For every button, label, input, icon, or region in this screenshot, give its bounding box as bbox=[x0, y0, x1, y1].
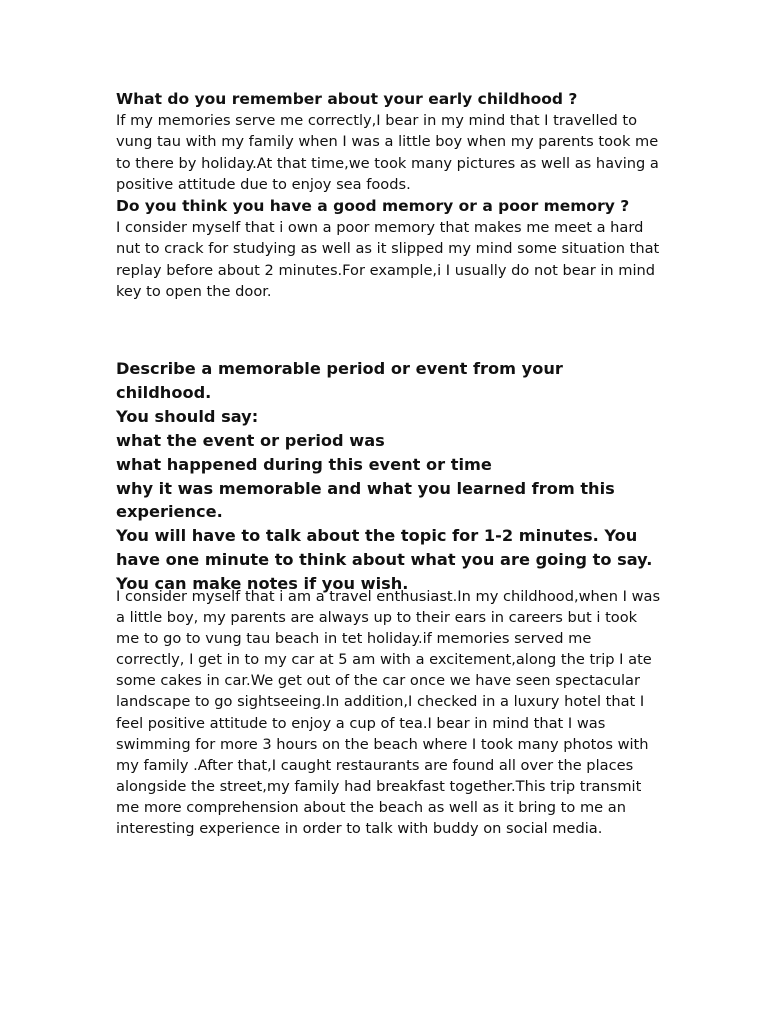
prompt-line: why it was memorable and what you learned from this experience. bbox=[116, 478, 615, 522]
cue-card-prompt bbox=[116, 357, 661, 596]
prompt-line: what happened during this event or time bbox=[116, 454, 492, 474]
answer-paragraph: I consider myself that i own a poor memory that makes me meet a hard nut to crack for studying as well as it slipped my mind some situation that replay before about 2 minutes.For example,i I usually do not bear in mind key to open the door. bbox=[116, 219, 660, 300]
question-section-childhood bbox=[116, 89, 661, 195]
prompt-line: You should say: bbox=[116, 406, 259, 426]
question-section-memory bbox=[116, 196, 661, 302]
long-answer-paragraph: I consider myself that i am a travel enthusiast.In my childhood,when I was a little boy, my parents are always up to their ears in careers but i took me to go to vung tau beach in tet holiday.if memories served me correctly, I get in to my car at 5 am with a excitement,along the trip I ate some cakes in car.We get out of the car once we have seen spectacular landscape to go sightseeing.In addition,I checked in a luxury hotel that I feel positive attitude to enjoy a cup of tea.I bear in mind that I was swimming for more 3 hours on the beach where I took many photos with my family .After that,I caught restaurants are found all over the places alongside the street,my family had breakfast together.This trip transmit me more comprehension about the beach as well as it bring to me an interesting experience in order to talk with buddy on social media. bbox=[116, 588, 661, 838]
question-heading: Do you think you have a good memory or a poor memory ? bbox=[116, 197, 630, 215]
answer-paragraph: If my memories serve me correctly,I bear in my mind that I travelled to vung tau with my family when I was a little boy when my parents took me to there by holiday.At that time,we took many pictures as well as having a positive attitude due to enjoy sea foods. bbox=[116, 112, 659, 193]
question-heading: What do you remember about your early childhood ? bbox=[116, 90, 578, 108]
prompt-line: You will have to talk about the topic for 1-2 minutes. You have one minute to think about what you are going to say. You can make notes if you wish. bbox=[116, 526, 653, 594]
prompt-line: what the event or period was bbox=[116, 430, 385, 450]
prompt-line: Describe a memorable period or event from your childhood. bbox=[116, 359, 563, 402]
